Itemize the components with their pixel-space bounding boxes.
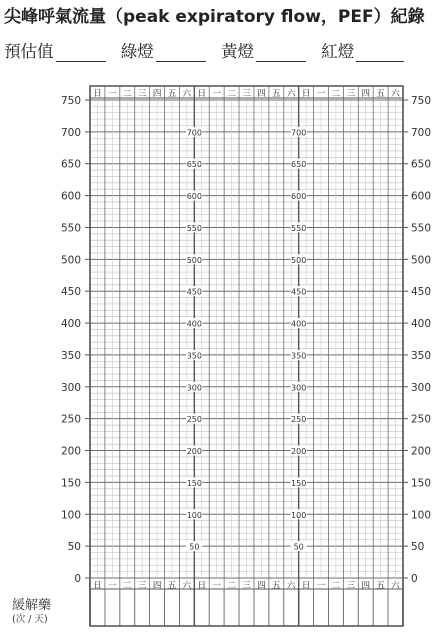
y-tick-label-left: 200	[60, 445, 81, 458]
y-tick-label-right: 450	[411, 286, 432, 299]
weekday-label-top: 四	[152, 89, 162, 99]
weekday-label-top: 六	[286, 89, 296, 99]
y-tick-label-left: 500	[60, 254, 81, 267]
medication-sublabel: (次 / 天)	[12, 614, 48, 625]
y-tick-label-inner: 350	[186, 351, 202, 361]
y-tick-label-left: 600	[60, 190, 81, 203]
weekday-label-bottom: 一	[212, 581, 221, 591]
y-tick-label-right: 400	[411, 318, 432, 331]
weekday-label-top: 一	[108, 89, 117, 99]
weekday-label-bottom: 六	[182, 581, 192, 591]
weekday-label-top: 二	[331, 89, 341, 99]
y-tick-label-inner: 600	[186, 192, 202, 202]
y-tick-label-inner: 700	[186, 128, 202, 138]
weekday-label-top: 三	[242, 89, 251, 99]
y-tick-label-right: 550	[411, 222, 432, 235]
y-tick-label-inner: 550	[186, 223, 202, 233]
y-tick-label-inner: 650	[186, 160, 202, 170]
weekday-label-top: 五	[376, 89, 385, 99]
y-tick-label-right: 200	[411, 445, 432, 458]
y-tick-label-inner: 300	[291, 383, 307, 393]
y-tick-label-inner: 300	[186, 383, 202, 393]
medication-title: 緩解藥	[12, 598, 52, 613]
y-tick-label-inner: 100	[186, 510, 202, 520]
field-label-green: 綠燈	[120, 42, 154, 61]
weekday-label-bottom: 二	[227, 581, 236, 591]
y-tick-label-right: 500	[411, 254, 432, 267]
weekday-label-bottom: 一	[108, 581, 117, 591]
weekday-label-bottom: 四	[361, 581, 370, 591]
y-tick-label-right: 150	[411, 477, 432, 490]
y-tick-label-right: 300	[411, 381, 432, 394]
weekday-label-top: 日	[197, 89, 207, 99]
medication-label	[12, 599, 51, 627]
y-tick-label-left: 450	[60, 286, 81, 299]
y-tick-label-inner: 450	[291, 287, 307, 297]
weekday-label-top: 一	[212, 89, 221, 99]
y-tick-label-inner: 500	[186, 255, 202, 265]
weekday-label-top: 六	[182, 89, 192, 99]
y-tick-label-left: 150	[60, 477, 81, 490]
field-label-yellow: 黃燈	[221, 42, 254, 61]
weekday-label-top: 四	[361, 89, 370, 99]
weekday-label-bottom: 二	[123, 581, 132, 591]
y-tick-label-inner: 250	[186, 415, 202, 425]
weekday-label-bottom: 三	[242, 581, 251, 591]
weekday-label-bottom: 六	[286, 581, 296, 591]
y-tick-label-right: 350	[411, 349, 432, 362]
y-tick-label-left: 300	[60, 381, 81, 394]
y-tick-label-right: 0	[411, 573, 418, 585]
y-tick-label-left: 0	[74, 573, 81, 585]
weekday-label-bottom: 日	[301, 581, 311, 591]
weekday-label-bottom: 五	[272, 581, 281, 591]
y-tick-label-inner: 600	[291, 192, 307, 202]
y-tick-label-right: 650	[411, 158, 432, 171]
weekday-label-bottom: 五	[167, 581, 177, 591]
field-label-red: 紅燈	[321, 42, 355, 61]
weekday-label-bottom: 五	[376, 581, 385, 591]
y-tick-label-inner: 500	[291, 255, 307, 265]
y-tick-label-inner: 400	[186, 319, 202, 329]
weekday-label-top: 三	[137, 89, 147, 99]
y-tick-label-inner: 550	[291, 223, 307, 233]
y-tick-label-left: 350	[60, 349, 81, 362]
weekday-label-top: 六	[391, 89, 400, 99]
weekday-label-bottom: 六	[391, 581, 400, 591]
weekday-label-bottom: 四	[152, 581, 162, 591]
weekday-label-bottom: 二	[331, 581, 341, 591]
y-tick-label-left: 100	[60, 509, 81, 522]
weekday-label-bottom: 日	[197, 581, 207, 591]
y-tick-label-left: 400	[60, 318, 81, 331]
y-tick-label-inner: 400	[291, 319, 307, 329]
y-tick-label-inner: 200	[291, 447, 307, 457]
weekday-label-top: 一	[316, 89, 326, 99]
y-tick-label-inner: 650	[291, 160, 307, 170]
y-tick-label-inner: 200	[186, 447, 202, 457]
weekday-label-bottom: 三	[346, 581, 356, 591]
y-tick-label-left: 250	[60, 413, 81, 426]
weekday-label-top: 二	[227, 89, 236, 99]
weekday-label-top: 日	[93, 89, 102, 99]
y-tick-label-right: 700	[411, 126, 432, 139]
y-tick-label-inner: 350	[291, 351, 307, 361]
weekday-label-top: 二	[123, 89, 132, 99]
weekday-label-top: 三	[346, 89, 356, 99]
weekday-label-top: 日	[301, 89, 311, 99]
y-tick-label-left: 700	[60, 126, 81, 139]
weekday-label-bottom: 三	[137, 581, 147, 591]
y-tick-label-inner: 250	[291, 415, 307, 425]
weekday-label-bottom: 一	[316, 581, 326, 591]
y-tick-label-inner: 150	[186, 478, 202, 488]
weekday-label-bottom: 四	[257, 581, 266, 591]
y-tick-label-inner: 150	[291, 478, 307, 488]
weekday-label-top: 五	[167, 89, 177, 99]
y-tick-label-left: 650	[60, 158, 81, 171]
y-tick-label-inner: 50	[293, 542, 304, 552]
weekday-label-top: 五	[272, 89, 281, 99]
y-tick-label-right: 750	[411, 95, 432, 107]
y-tick-label-inner: 450	[186, 287, 202, 297]
y-tick-label-right: 600	[411, 190, 432, 203]
field-label-predicted: 預估值	[4, 42, 54, 61]
y-tick-label-left: 50	[67, 541, 81, 554]
y-tick-label-right: 100	[411, 509, 432, 522]
page-title: 尖峰呼氣流量（peak expiratory flow，PEF）紀錄	[4, 7, 425, 27]
y-tick-label-inner: 100	[291, 510, 307, 520]
weekday-label-top: 四	[257, 89, 266, 99]
y-tick-label-inner: 50	[189, 542, 200, 552]
y-tick-label-left: 750	[60, 95, 81, 107]
y-tick-label-right: 50	[411, 541, 425, 554]
y-tick-label-left: 550	[60, 222, 81, 235]
y-tick-label-right: 250	[411, 413, 432, 426]
weekday-label-bottom: 日	[93, 581, 102, 591]
y-tick-label-inner: 700	[291, 128, 307, 138]
